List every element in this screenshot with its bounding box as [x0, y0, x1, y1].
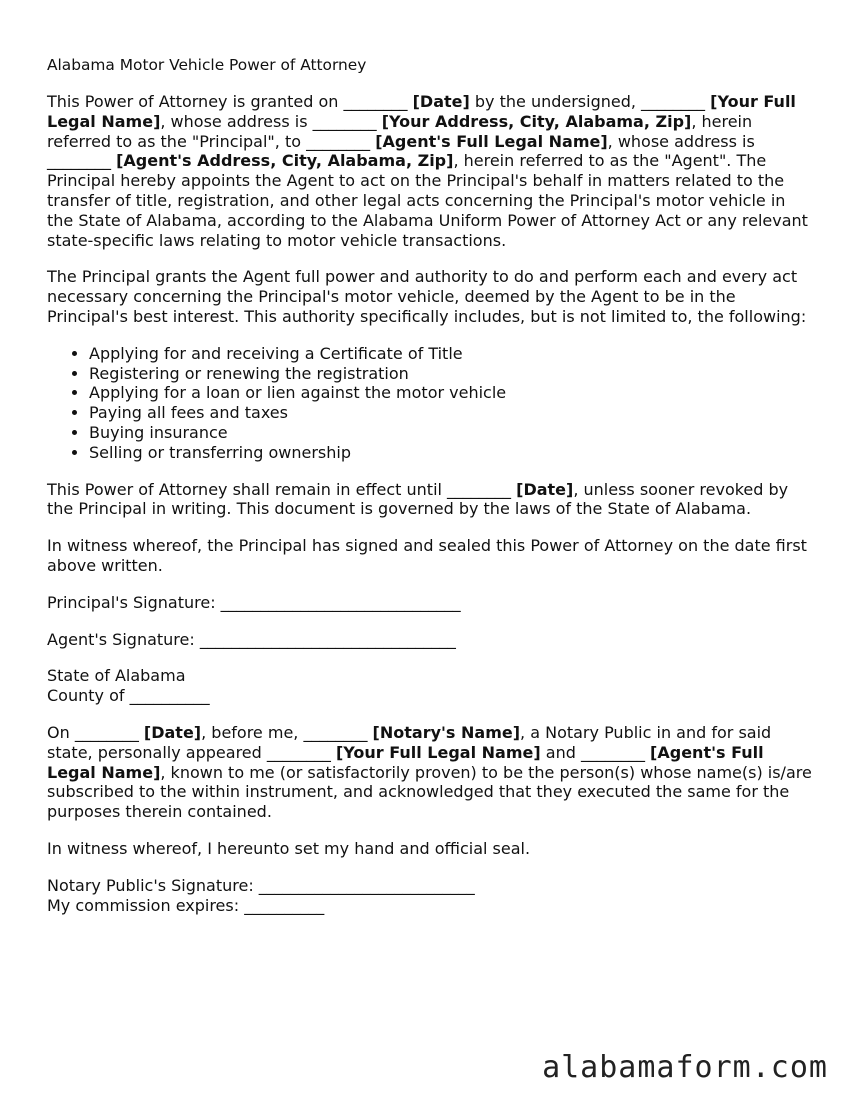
notary-name-placeholder: [Notary's Name] [372, 722, 521, 742]
watermark: alabamaform.com [542, 1050, 828, 1085]
agent-address-placeholder: [Agent's Address, City, Alabama, Zip] [116, 151, 454, 171]
notary-text: On ________ [47, 722, 144, 742]
commission-expires-line: My commission expires: __________ [47, 895, 325, 915]
date-placeholder: [Date] [516, 479, 574, 499]
date-placeholder: [Date] [143, 722, 202, 742]
list-item: • Selling or transferring ownership [89, 443, 812, 463]
list-item: • Applying for a loan or lien against the motor vehicle [89, 383, 812, 403]
list-item: • Registering or renewing the registration [89, 364, 812, 384]
principal-name-placeholder: [Your Full Legal Name] [47, 92, 796, 131]
notary-text: and ________ [540, 742, 651, 762]
notary-text: , known to me (or satisfactorily proven) to be the person(s) whose name(s) is/are subscribed to the within instrument, and acknowledged that they executed the same for the purposes therein contained. [47, 762, 812, 822]
authority-paragraph: The Principal grants the Agent full power and authority to do and perform each and every act necessary concerning the Principal's motor vehicle, deemed by the Agent to be in the Principal's best interest. This authority specifically includes, but is not limited to, the following: [47, 267, 807, 326]
principal-signature-line: Principal's Signature: ______________________________ [47, 592, 461, 612]
grant-text: , whose address is ________ [47, 131, 755, 171]
date-placeholder: [Date] [412, 92, 470, 111]
grant-text: by the undersigned, ________ [469, 92, 711, 111]
list-item: • Buying insurance [89, 423, 812, 443]
state-line: State of Alabama [47, 666, 186, 686]
grant-text: , herein referred to as the "Agent". The Principal hereby appoints the Agent to act on the Principal's behalf in matters related to the transfer of title, registration, and other legal acts concerning the Principal's motor vehicle in the State of Alabama, according to the Alabama Uniform Power of Attorney Act or any relevant state-specific laws relating to motor vehicle transactions. [47, 151, 808, 250]
agent-name-placeholder: [Agent's Full Legal Name] [375, 131, 608, 151]
grant-text: This Power of Attorney is granted on ________ [47, 92, 413, 111]
county-line: County of __________ [47, 686, 210, 706]
document-title: Alabama Motor Vehicle Power of Attorney [47, 56, 367, 74]
grant-text: , herein referred to as the "Principal", to ________ [47, 111, 753, 151]
principal-name-placeholder: [Your Full Legal Name] [335, 742, 541, 762]
witness-paragraph: In witness whereof, the Principal has signed and sealed this Power of Attorney on the date first above written. [47, 536, 807, 575]
notary-signature-line: Notary Public's Signature: ___________________________ [47, 875, 475, 895]
agent-name-placeholder: [Agent's Full Legal Name] [47, 742, 764, 782]
duration-paragraph [47, 480, 812, 520]
notary-acknowledgment-paragraph [47, 723, 812, 822]
document-page [47, 55, 812, 932]
agent-signature-line: Agent's Signature: ________________________________ [47, 629, 456, 649]
duration-text: , unless sooner revoked by the Principal in writing. This document is governed by the laws of the State of Alabama. [47, 479, 789, 519]
notary-signature-block [47, 876, 812, 916]
powers-list [47, 344, 812, 463]
principal-address-placeholder: [Your Address, City, Alabama, Zip] [381, 111, 692, 131]
notary-text: , a Notary Public in and for said state, personally appeared ________ [47, 722, 772, 762]
venue-block [47, 666, 812, 706]
notary-text: , before me, ________ [201, 722, 373, 742]
duration-text: This Power of Attorney shall remain in effect until ________ [47, 479, 517, 499]
list-item: • Applying for and receiving a Certificate of Title [89, 344, 812, 364]
grant-text: , whose address is ________ [160, 111, 382, 131]
grant-paragraph [47, 92, 812, 250]
seal-paragraph: In witness whereof, I hereunto set my hand and official seal. [47, 838, 531, 858]
list-item: • Paying all fees and taxes [89, 403, 812, 423]
